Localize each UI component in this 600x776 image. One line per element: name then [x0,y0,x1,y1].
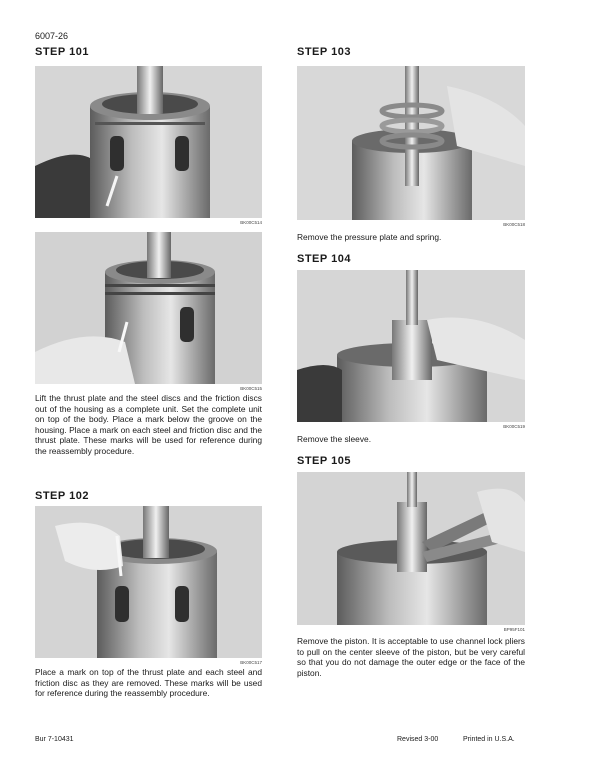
step-103-text: Remove the pressure plate and spring. [297,232,442,242]
photo-step-103 [297,66,525,220]
figure-code: BK00C519 [503,424,525,429]
step-105-text: Remove the piston. It is acceptable to use channel lock pliers to pull on the center sleeve of the piston, but be very careful so that you do not damage the outer edge or the face of the piston. [297,636,525,678]
step-104-text: Remove the sleeve. [297,434,372,444]
page-number: 6007-26 [35,31,69,41]
photo-step-101-housing [35,66,262,218]
footer-document-number: Bur 7-10431 [35,736,74,743]
step-101-heading: STEP 101 [35,46,89,58]
figure-code: BK00C517 [240,660,262,665]
figure-code: BK00C515 [240,386,262,391]
photo-step-104 [297,270,525,422]
step-102-text: Place a mark on top of the thrust plate and each steel and friction disc as they are removed. These marks will be used for reference during the reassembly procedure. [35,667,262,699]
step-105-heading: STEP 105 [297,455,351,467]
step-102-heading: STEP 102 [35,490,89,502]
footer-revised: Revised 3-00 [397,736,439,743]
photo-step-105 [297,472,525,625]
step-101-text: Lift the thrust plate and the steel discs and the friction discs out of the housing as a complete unit. Set the complete unit on top of the body. Place a mark below the groove on the housing. Place a mark on each steel and friction disc and the thrust plate. These marks will be used for reference during the reassembly procedure. [35,393,262,456]
figure-code: BK00C514 [240,220,262,225]
photo-step-101-marking [35,232,262,384]
photo-step-102 [35,506,262,658]
figure-code: BP95F101 [503,627,525,632]
step-103-heading: STEP 103 [297,46,351,58]
footer-printed: Printed in U.S.A. [463,736,515,743]
step-104-heading: STEP 104 [297,253,351,265]
figure-code: BK00C518 [503,222,525,227]
